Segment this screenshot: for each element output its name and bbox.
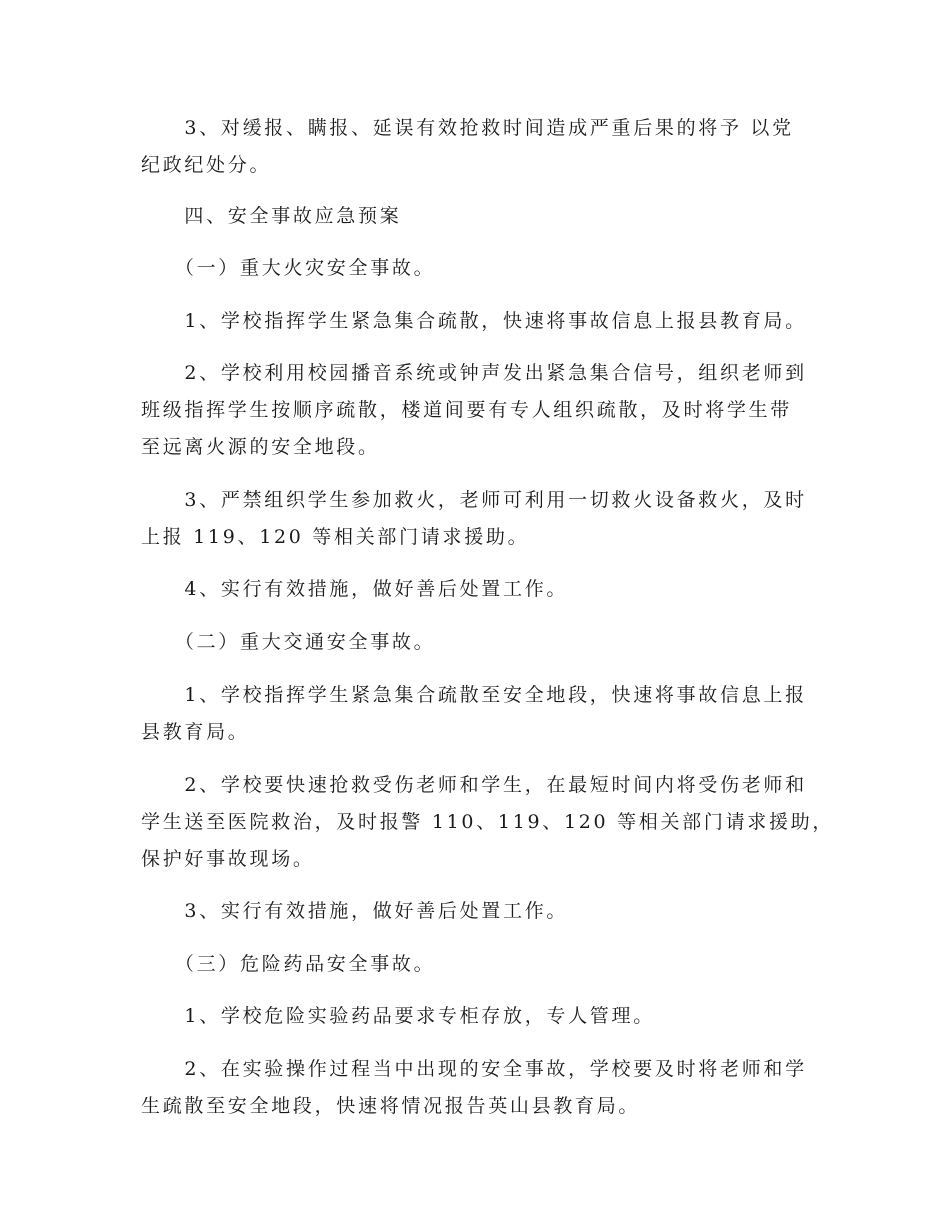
paragraph-fire-item-2 xyxy=(141,355,809,466)
text-line: 班级指挥学生按顺序疏散，楼道间要有专人组织疏散，及时将学生带 xyxy=(141,399,793,421)
text-line: 至远离火源的安全地段。 xyxy=(141,436,380,458)
paragraph-fire-item-4 xyxy=(141,571,809,608)
subheading-hazardous-chemicals-accident xyxy=(141,946,809,983)
text-line: 1、学校指挥学生紧急集合疏散至安全地段，快速将事故信息上报 xyxy=(141,684,807,706)
subheading-traffic-accident xyxy=(141,624,809,661)
subsection-heading: （三）危险药品安全事故。 xyxy=(141,953,436,975)
text-line: 3、严禁组织学生参加救火，老师可利用一切救火设备救火，及时 xyxy=(141,489,807,511)
section-heading-emergency-plan xyxy=(141,198,809,235)
text-line: 2、学校利用校园播音系统或钟声发出紧急集合信号，组织老师到 xyxy=(141,362,807,384)
text-line: 学生送至医院救治，及时报警 110、119、120 等相关部门请求援助， xyxy=(141,811,835,833)
subsection-heading: （一）重大火灾安全事故。 xyxy=(141,257,436,279)
text-line: 1、学校指挥学生紧急集合疏散，快速将事故信息上报县教育局。 xyxy=(141,310,807,332)
paragraph-traffic-item-3 xyxy=(141,893,809,930)
paragraph-traffic-item-2 xyxy=(141,767,835,878)
text-line: 上报 119、120 等相关部门请求援助。 xyxy=(141,526,530,548)
subsection-heading: （二）重大交通安全事故。 xyxy=(141,631,436,653)
text-line: 1、学校危险实验药品要求专柜存放，专人管理。 xyxy=(141,1005,655,1027)
subheading-fire-accident xyxy=(141,250,809,287)
paragraph-chemicals-item-2 xyxy=(141,1051,809,1125)
text-line: 3、对缓报、瞒报、延误有效抢救时间造成严重后果的将予 以党 xyxy=(141,117,794,139)
paragraph-fire-item-3 xyxy=(141,482,809,556)
paragraph-fire-item-1 xyxy=(141,303,809,340)
text-line: 生疏散至安全地段，快速将情况报告英山县教育局。 xyxy=(141,1095,641,1117)
text-line: 县教育局。 xyxy=(141,721,250,743)
paragraph-chemicals-item-1 xyxy=(141,998,809,1035)
section-heading: 四、安全事故应急预案 xyxy=(141,205,402,227)
paragraph-traffic-item-1 xyxy=(141,677,809,751)
text-line: 纪政纪处分。 xyxy=(141,154,272,176)
text-line: 2、学校要快速抢救受伤老师和学生，在最短时间内将受伤老师和 xyxy=(141,774,807,796)
text-line: 3、实行有效措施，做好善后处置工作。 xyxy=(141,900,569,922)
text-line: 保护好事故现场。 xyxy=(141,848,315,870)
text-line: 4、实行有效措施，做好善后处置工作。 xyxy=(141,578,569,600)
paragraph-delayed-report-penalty xyxy=(141,110,809,184)
text-line: 2、在实验操作过程当中出现的安全事故，学校要及时将老师和学 xyxy=(141,1058,807,1080)
